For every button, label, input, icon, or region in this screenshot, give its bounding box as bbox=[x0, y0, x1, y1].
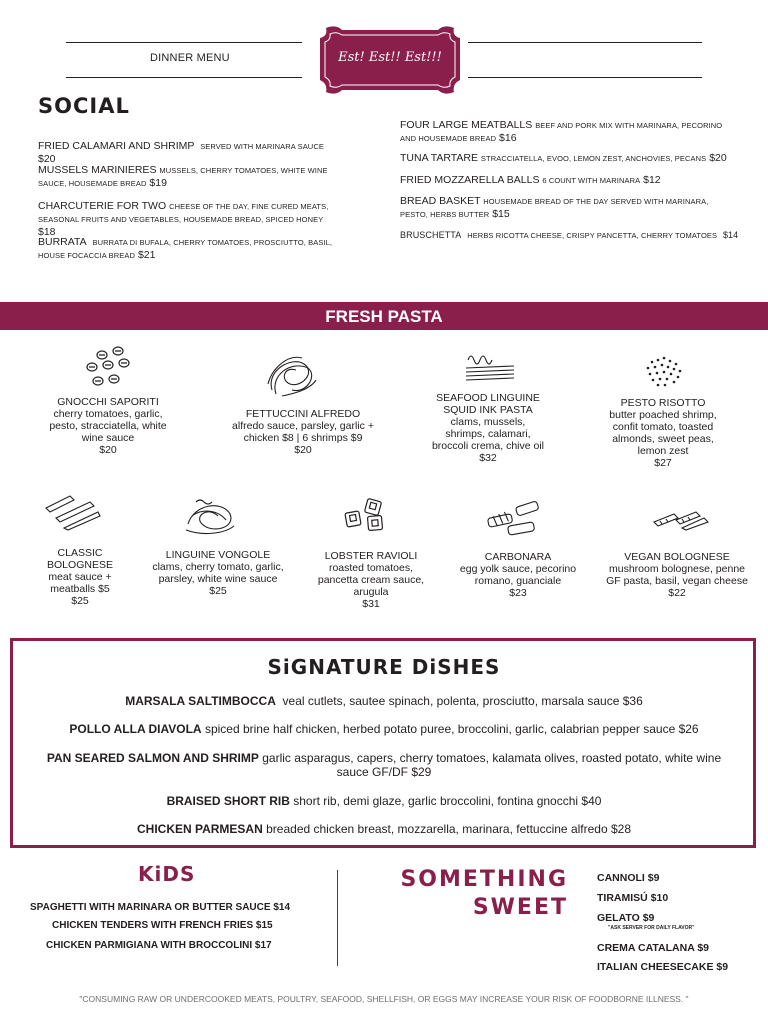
pappardelle-icon bbox=[40, 490, 104, 532]
social-item: BREAD BASKET HOUSEMADE BREAD OF THE DAY SERVED WITH MARINARA, PESTO, HERBS BUTTER $15 bbox=[400, 195, 709, 220]
signature-item: MARSALA SALTIMBOCCA veal cutlets, sautee spinach, polenta, prosciutto, marsala sauce $36 bbox=[125, 694, 643, 708]
social-item: FRIED MOZZARELLA BALLS 6 COUNT WITH MARINARA $12 bbox=[400, 174, 661, 186]
dessert-item: ITALIAN CHEESECAKE $9 bbox=[597, 961, 729, 973]
pasta-item: LINGUINE VONGOLE clams, cherry tomato, garlic, parsley, white wine sauce $25 bbox=[152, 549, 284, 597]
pasta-item: GNOCCHI SAPORITI cherry tomatoes, garlic, pesto, stracciatella, white wine sauce $20 bbox=[49, 396, 167, 456]
fettuccine-icon bbox=[262, 350, 322, 400]
penne-icon bbox=[650, 506, 712, 532]
pasta-item: LOBSTER RAVIOLI roasted tomatoes, pancetta cream sauce, arugula $31 bbox=[317, 550, 425, 610]
social-item: MUSSELS MARINIERES MUSSELS, CHERRY TOMATOES, WHITE WINE SAUCE, HOUSEMADE BREAD $19 bbox=[38, 164, 328, 189]
signature-item: CHICKEN PARMESAN breaded chicken breast, mozzarella, marinara, fettuccine alfredo $28 bbox=[136, 822, 631, 836]
signature-item: PAN SEARED SALMON AND SHRIMP garlic asparagus, capers, cherry tomatoes, kalamata olives, roasted potato, white wine sauce GF/DF $29 bbox=[46, 751, 722, 779]
social-item: TUNA TARTARE STRACCIATELLA, EVOO, LEMON ZEST, ANCHOVIES, PECANS $20 bbox=[400, 152, 727, 164]
header-rule-bottom-left bbox=[66, 77, 302, 78]
pasta-item: VEGAN BOLOGNESE mushroom bolognese, penne GF pasta, basil, vegan cheese $22 bbox=[606, 551, 748, 599]
pasta-item: FETTUCCINI ALFREDO alfredo sauce, parsley, garlic + chicken $8 | 6 shrimps $9 $20 bbox=[232, 408, 374, 456]
fresh-pasta-title: FRESH PASTA bbox=[325, 307, 443, 326]
social-item: FRIED CALAMARI AND SHRIMP SERVED WITH MARINARA SAUCE $20 bbox=[38, 140, 324, 165]
dessert-item: CREMA CATALANA $9 bbox=[597, 942, 709, 954]
header-rule-top-right bbox=[468, 42, 702, 43]
rigatoni-icon bbox=[482, 498, 544, 540]
header-rule-bottom-right bbox=[468, 77, 702, 78]
linguine-icon bbox=[460, 348, 518, 384]
kids-item: CHICKEN TENDERS WITH FRENCH FRIES $15 bbox=[52, 920, 273, 931]
dessert-item: TIRAMISÚ $10 bbox=[597, 892, 669, 904]
pasta-item: CLASSIC BOLOGNESE meat sauce + meatballs $5 $25 bbox=[47, 547, 113, 607]
ravioli-icon bbox=[342, 496, 388, 534]
gelato-flavor-note: "ASK SERVER FOR DAILY FLAVOR" bbox=[608, 925, 695, 931]
signature-title: SiGNATURE DiSHES bbox=[267, 655, 501, 679]
dessert-item: CANNOLI $9 bbox=[597, 872, 660, 884]
something-sweet-title: SOMETHING SWEET bbox=[400, 867, 568, 920]
signature-item: POLLO ALLA DIAVOLA spiced brine half chicken, herbed potato puree, broccolini, garlic, calabrian pepper sauce $26 bbox=[69, 722, 699, 736]
social-title: SOCIAL bbox=[38, 94, 130, 118]
kids-item: CHICKEN PARMIGIANA WITH BROCCOLINI $17 bbox=[46, 940, 272, 951]
vongole-icon bbox=[182, 494, 238, 540]
social-item: FOUR LARGE MEATBALLS BEEF AND PORK MIX WITH MARINARA, PECORINO AND HOUSEMADE BREAD $16 bbox=[400, 119, 723, 144]
dinner-menu-label: DINNER MENU bbox=[150, 52, 230, 64]
social-item: BRUSCHETTA HERBS RICOTTA CHEESE, CRISPY PANCETTA, CHERRY TOMATOES $14 bbox=[400, 230, 739, 240]
gnocchi-icon bbox=[78, 343, 138, 391]
badge-text: Est! Est!! Est!!! bbox=[338, 50, 442, 65]
pasta-item: PESTO RISOTTO butter poached shrimp, confit tomato, toasted almonds, sweet peas, lemon zest $27 bbox=[609, 397, 717, 469]
header-rule-top-left bbox=[66, 42, 302, 43]
food-safety-disclaimer: "CONSUMING RAW OR UNDERCOOKED MEATS, POULTRY, SEAFOOD, SHELLFISH, OR EGGS MAY INCREASE YOUR RISK OF FOODBORNE ILLNESS. " bbox=[79, 994, 689, 1004]
dessert-item: GELATO $9 bbox=[597, 912, 655, 924]
kids-title: KiDS bbox=[138, 862, 196, 886]
signature-item: BRAISED SHORT RIB short rib, demi glaze, garlic broccolini, fontina gnocchi $40 bbox=[166, 794, 602, 808]
social-item: CHARCUTERIE FOR TWO CHEESE OF THE DAY, FINE CURED MEATS, SEASONAL FRUITS AND VEGETABLES, HOUSEMADE BREAD, SPICED HONEY $18 bbox=[38, 200, 329, 238]
risotto-icon bbox=[640, 352, 688, 392]
kids-item: SPAGHETTI WITH MARINARA OR BUTTER SAUCE $14 bbox=[30, 902, 291, 913]
social-item: BURRATA BURRATA DI BUFALA, CHERRY TOMATOES, PROSCIUTTO, BASIL, HOUSE FOCACCIA BREAD $21 bbox=[38, 236, 333, 261]
pasta-item: CARBONARA egg yolk sauce, pecorino romano, guanciale $23 bbox=[459, 551, 577, 599]
pasta-item: SEAFOOD LINGUINE SQUID INK PASTA clams, mussels, shrimps, calamari, broccoli crema, chive oil $32 bbox=[431, 392, 545, 464]
section-divider bbox=[337, 870, 338, 966]
